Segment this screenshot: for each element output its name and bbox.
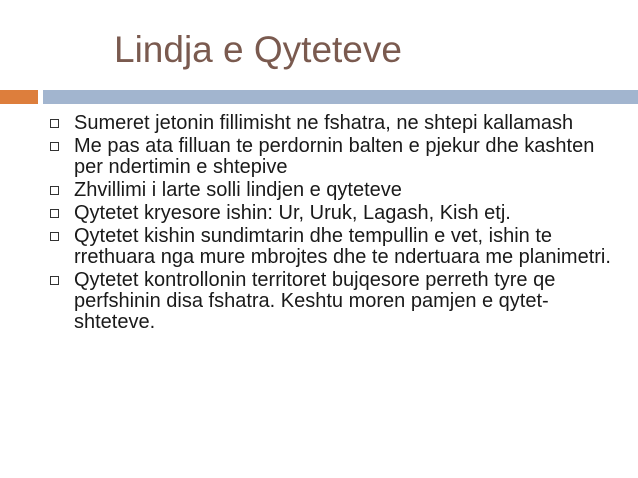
bullet-item bbox=[48, 180, 618, 201]
square-bullet-icon bbox=[50, 119, 59, 128]
square-bullet-icon bbox=[50, 276, 59, 285]
bullet-text: Zhvillimi i larte solli lindjen e qyteteve bbox=[74, 179, 402, 201]
bullet-text: Qytetet kontrollonin territoret bujqesore perreth tyre qe perfshinin disa fshatra. Keshtu moren pamjen e qytet-shteteve. bbox=[74, 269, 556, 333]
bullet-text: Qytetet kishin sundimtarin dhe tempullin e vet, ishin te rrethuara nga mure mbrojtes dhe te ndertuara me planimetri. bbox=[74, 225, 611, 268]
slide-title: Lindja e Qyteteve bbox=[114, 29, 402, 70]
square-bullet-icon bbox=[50, 209, 59, 218]
bullet-item bbox=[48, 270, 618, 333]
accent-bar bbox=[0, 90, 38, 104]
bullet-text: Sumeret jetonin fillimisht ne fshatra, ne shtepi kallamash bbox=[74, 112, 574, 134]
bullet-item bbox=[48, 113, 618, 134]
square-bullet-icon bbox=[50, 232, 59, 241]
divider-bar bbox=[43, 90, 638, 104]
square-bullet-icon bbox=[50, 186, 59, 195]
bullet-list bbox=[48, 113, 618, 335]
bullet-item bbox=[48, 226, 618, 268]
bullet-item bbox=[48, 136, 618, 178]
square-bullet-icon bbox=[50, 142, 59, 151]
bullet-text: Me pas ata filluan te perdornin balten e pjekur dhe kashten per ndertimin e shtepive bbox=[74, 135, 595, 178]
bullet-text: Qytetet kryesore ishin: Ur, Uruk, Lagash, Kish etj. bbox=[74, 202, 511, 224]
bullet-item bbox=[48, 203, 618, 224]
